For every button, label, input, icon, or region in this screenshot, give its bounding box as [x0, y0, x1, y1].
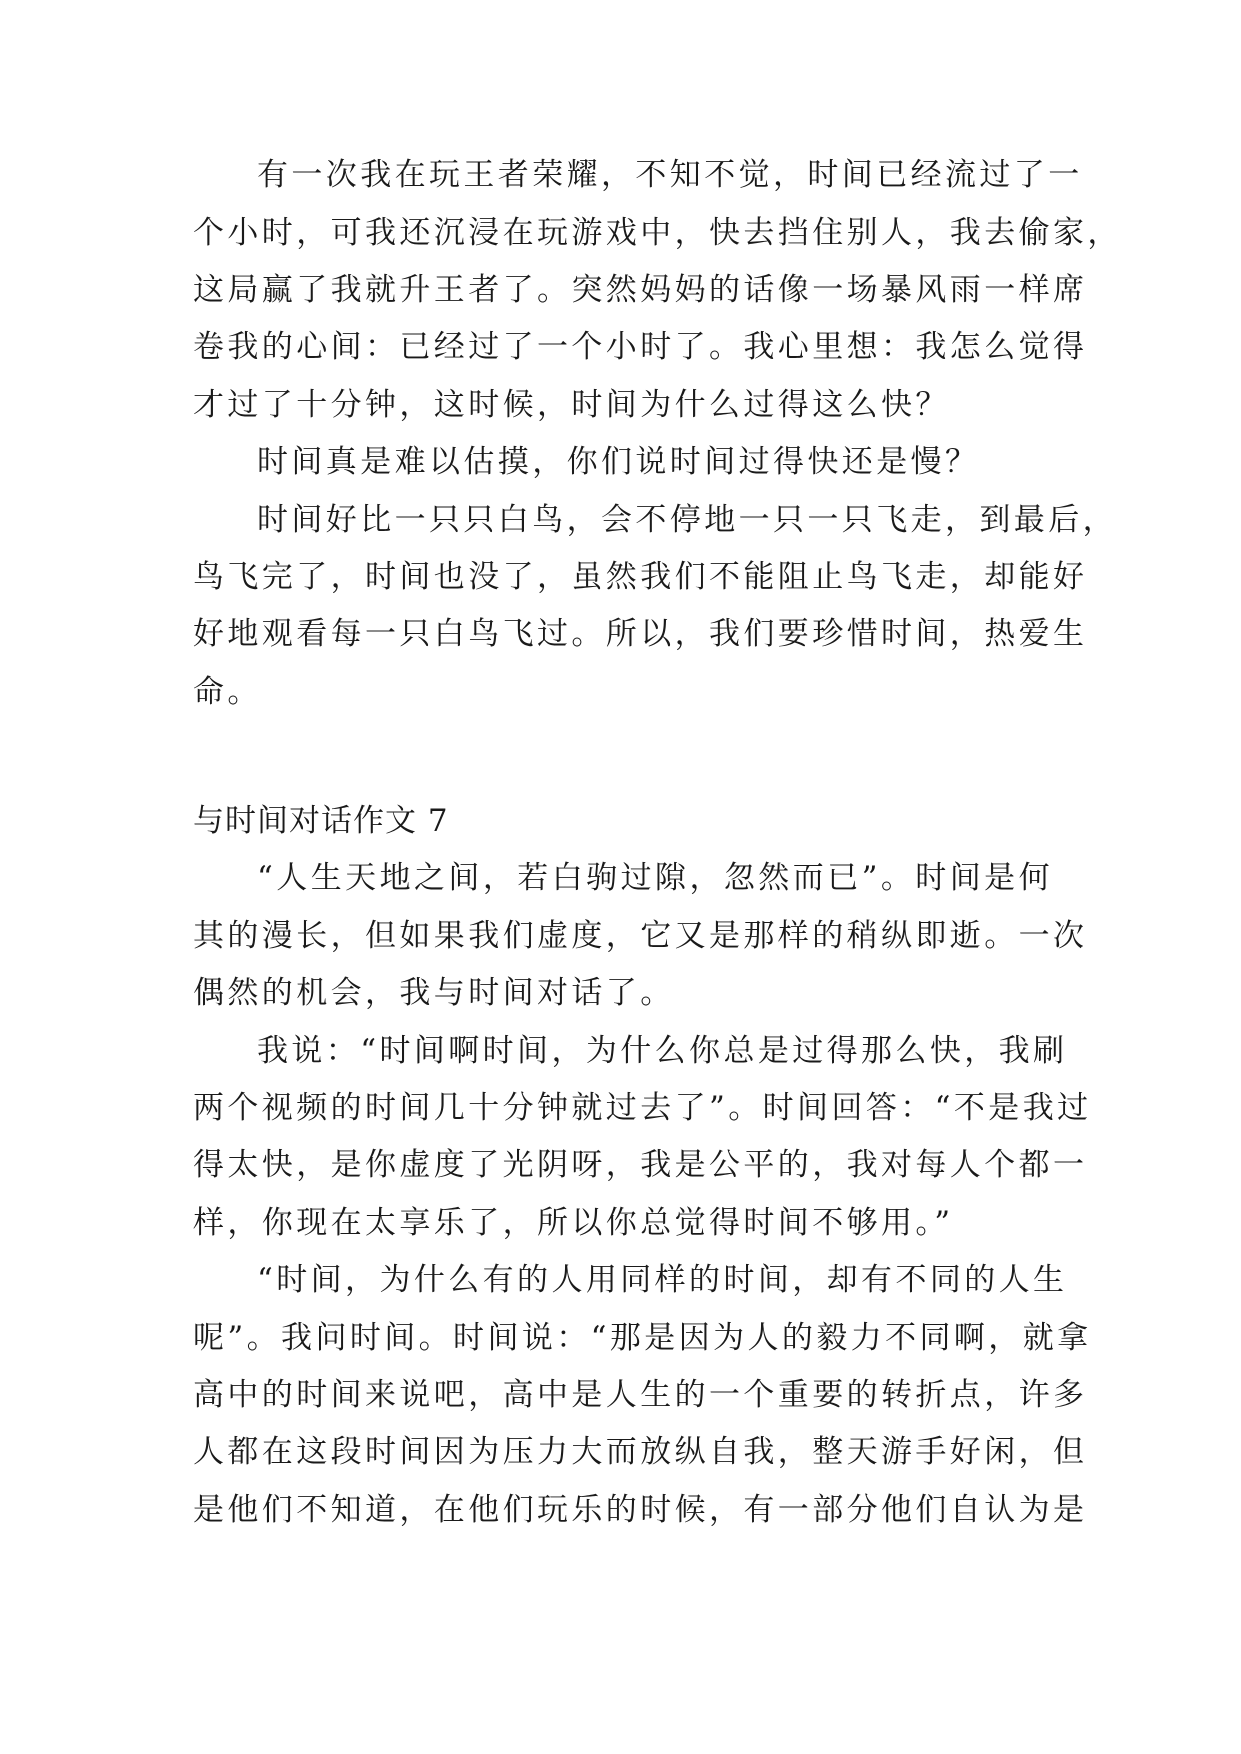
paragraph-line: 呢”。我问时间。时间说：“那是因为人的毅力不同啊，就拿 [193, 1320, 1092, 1356]
paragraph-line: 样，你现在太享乐了，所以你总觉得时间不够用。” [193, 1205, 954, 1241]
paragraph-line: 命。 [193, 674, 262, 710]
paragraph-line: 是他们不知道，在他们玩乐的时候，有一部分他们自认为是 [193, 1492, 1088, 1528]
paragraph-line: 偶然的机会，我与时间对话了。 [193, 975, 675, 1011]
paragraph-line: 其的漫长，但如果我们虚度，它又是那样的稍纵即逝。一次 [193, 918, 1088, 954]
paragraph-line: 得太快，是你虚度了光阴呀，我是公平的，我对每人个都一 [193, 1147, 1088, 1183]
essay-heading: 与时间对话作文 7 [193, 803, 449, 839]
paragraph-line: 我说：“时间啊时间，为什么你总是过得那么快，我刷 [257, 1033, 1068, 1069]
paragraph-line: 人都在这段时间因为压力大而放纵自我，整天游手好闲，但 [193, 1434, 1088, 1470]
paragraph-line: “时间，为什么有的人用同样的时间，却有不同的人生 [257, 1262, 1068, 1298]
paragraph-line: 时间真是难以估摸，你们说时间过得快还是慢？ [257, 444, 980, 480]
paragraph-line: 这局赢了我就升王者了。突然妈妈的话像一场暴风雨一样席 [193, 272, 1088, 308]
paragraph-line: 高中的时间来说吧，高中是人生的一个重要的转折点，许多 [193, 1377, 1088, 1413]
paragraph-line: 好地观看每一只白鸟飞过。所以，我们要珍惜时间，热爱生 [193, 616, 1088, 652]
paragraph-line: 卷我的心间：已经过了一个小时了。我心里想：我怎么觉得 [193, 329, 1088, 365]
paragraph-line: 鸟飞完了，时间也没了，虽然我们不能阻止鸟飞走，却能好 [193, 559, 1088, 595]
paragraph-line: 有一次我在玩王者荣耀，不知不觉，时间已经流过了一 [257, 157, 1083, 193]
paragraph-line: 两个视频的时间几十分钟就过去了”。时间回答：“不是我过 [193, 1090, 1092, 1126]
paragraph-line: 时间好比一只只白鸟，会不停地一只一只飞走，到最后， [257, 502, 1117, 538]
paragraph-line: 个小时，可我还沉浸在玩游戏中，快去挡住别人，我去偷家， [193, 215, 1122, 251]
paragraph-line: 才过了十分钟，这时候，时间为什么过得这么快？ [193, 387, 950, 423]
paragraph-line: “人生天地之间，若白驹过隙，忽然而已”。时间是何 [257, 860, 1053, 896]
